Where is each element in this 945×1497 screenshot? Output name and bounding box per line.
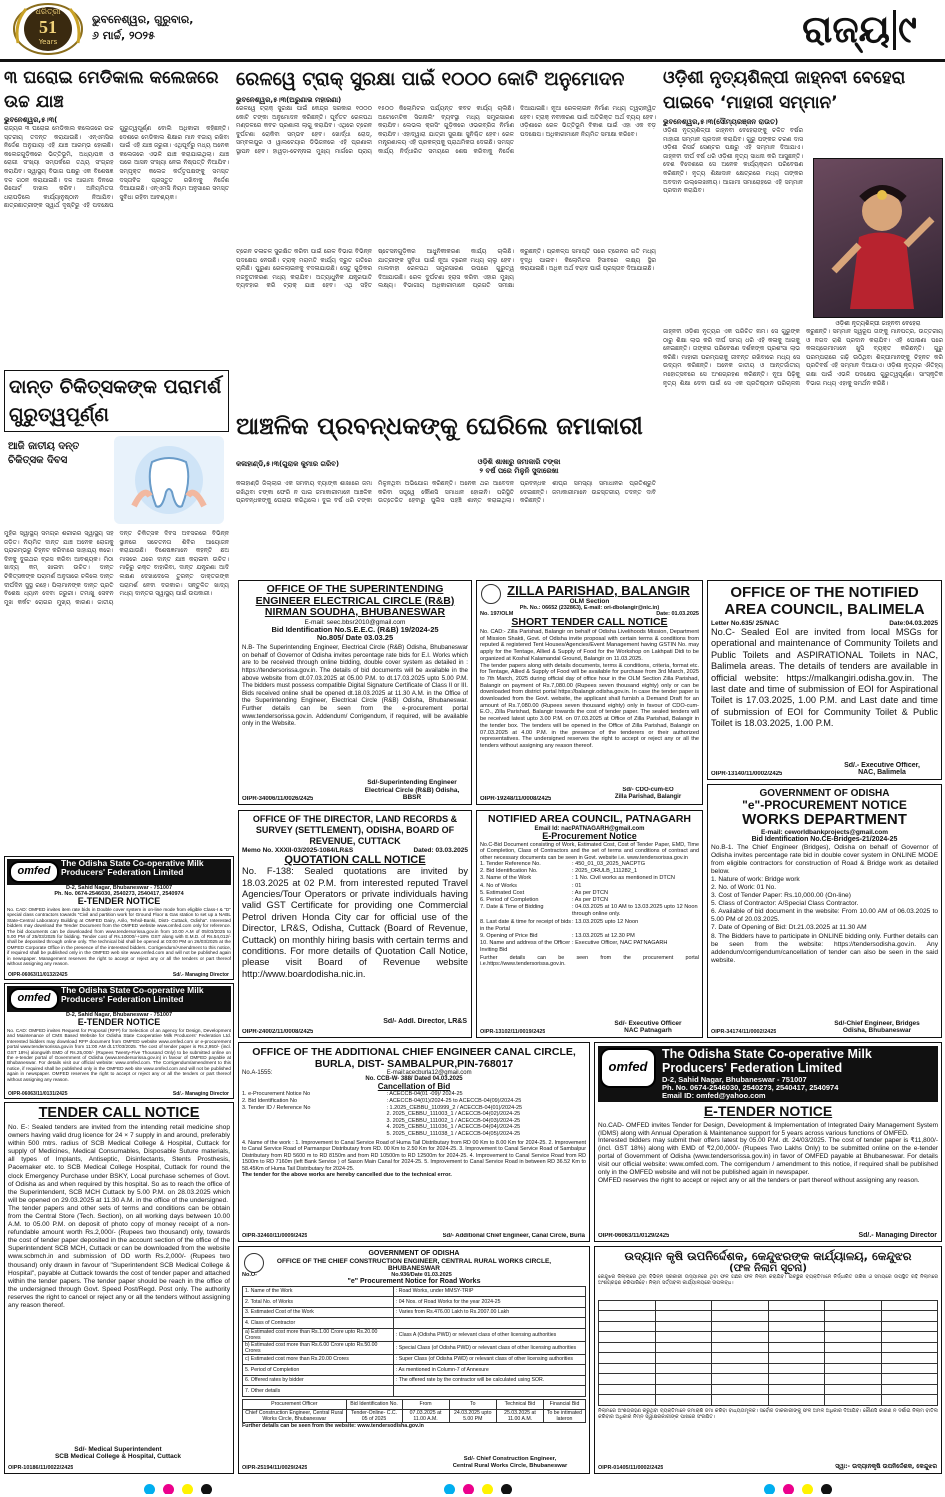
table-cell: 3. Estimated Cost of the Work: [243, 1307, 394, 1318]
detail-label: 5. Estimated Cost: [480, 889, 525, 896]
detail-value: 3. 2025_CEBBU_111002_1 / ACECCB-04(03)/2024-25: [386, 1117, 521, 1124]
table-row: [243, 1328, 586, 1341]
ad-omfed-2: [4, 983, 234, 1099]
table-cell: 7. Other details: [243, 1386, 394, 1397]
detail-row: [242, 1124, 586, 1131]
detail-label: 10. Name and address of the Officer Inviting Bid: [480, 940, 571, 954]
ad-oipr: OIPR-06063/11/0132/2425: [8, 972, 68, 978]
ad-email: E-mail: seec.bbsr2010@gmail.com: [304, 618, 406, 626]
ad-email: E-mail:acecburla12@gmail.com: [386, 1070, 472, 1076]
story-dateline: ଭୁବନେଶ୍ୱର,୫।୩(ଅରୁଣାଭ ମହାରଣା): [236, 96, 342, 104]
ad-title: NOTIFIED AREA COUNCIL, PATNAGARH: [488, 813, 691, 825]
dancer-photo-caption: ଓଡ଼ିଶୀ ନୃତ୍ୟଶିଳ୍ପୀ ଜାହ୍ନବୀ ବେହେରା: [835, 320, 921, 327]
detail-label: 1. Tender Reference No.: [480, 860, 541, 867]
ad-heading: "e" Procurement Notice for Road Works: [347, 1277, 481, 1285]
story-dental: [4, 370, 229, 780]
story-dateline: କଳାହାଣ୍ଡି,୫।୩(ଗୁରାକ କୁମାର ଗରିବ): [236, 460, 340, 468]
detail-label: [242, 1111, 386, 1118]
table-row: [243, 1375, 586, 1386]
auction-table: [598, 1300, 938, 1406]
ad-signature: Sd/-Chief Engineer, Bridges Odisha, Bhubaneswar: [834, 1019, 920, 1035]
ad-title: OFFICE OF THE NOTIFIED AREA COUNCIL, BALIMELA: [724, 584, 925, 618]
story-depositors: [236, 248, 656, 578]
ad-date: Date: 01.03.2025: [656, 611, 699, 618]
ad-scb-tender: [4, 1102, 234, 1474]
ad-nac-patnagarh: [476, 810, 703, 1038]
detail-label: 7. Date & Time of Bidding: [480, 904, 544, 911]
ad-signature: Sd/.- Managing Director: [858, 1232, 937, 1239]
odisha-emblem-icon: [244, 1253, 264, 1273]
ad-signature: Sd/- Additional Chief Engineer, Canal Circle, Burla: [442, 1233, 585, 1239]
tender-details-list: [480, 861, 699, 955]
detail-value: : 2025_ORULB_111282_1: [571, 868, 638, 875]
ad-no: No. 197/OLM: [480, 611, 514, 618]
ad-oipr: OIPR-13102/11/0019/2425: [480, 1029, 546, 1035]
schedule-cell: Tender-Online- C.C. 05 of 2025: [346, 1410, 402, 1423]
ad-body: No.CAD- OMFED invites Tender for Design, Development & Implementation of Integrated Dairy Management System (IDMS) along with Annual Operation & Maintenance support for 5 years across various functions of OMFED. Interested bidders may submit their offers latest by 05.00 P.M. dt. 24/03/2025. The cost of tender paper is ₹11,800/- (incl. GST 18%) along with EMD of ₹2,00,000/- (Rupees Two Lakhs Only) to be submitted online on the e-tender portal of Government of Odisha (www.tendersorissa.gov.in) in favor of OMFED payable at Bhubaneswar. For details visit our official website: www.omfed.com. The corrigendum / amendment to this notice, if required shall be published only in the OMFED website and will not be published again in newspaper. OMFED reserves the right to accept or reject any or all the tenders or part thereof without assigning any reason.: [598, 1121, 938, 1184]
detail-value: 2. 2025_CEBBU_111003_1 / ACECCB-04(02)/2024-25: [386, 1111, 521, 1118]
ad-oipr: OIPR-06063/11/0129/2425: [598, 1233, 670, 1239]
ad-footer: Further details can be seen from the procurement portal i.e.https://www.tendersorissa.gov.in.: [480, 954, 699, 967]
table-cell: 4. Class of Contractor: [243, 1318, 394, 1329]
registration-marks-3: [760, 1480, 880, 1494]
ad-date: Date:04.03.2025: [889, 620, 938, 627]
story-body-top: ଓଡ଼ିଶୀ ନୃତ୍ୟଶିଳ୍ପୀ ଜାହ୍ନବୀ ବେହେରାଙ୍କୁ ଚଳିତ ବର୍ଷର ମାହାରୀ ସମ୍ମାନ ପ୍ରଦାନ କରାଯିବ। ଗୁରୁ ପଙ୍କଜ ଚରଣ ଦାସ ଓଡ଼ିଶୀ ରିସର୍ଚ୍ଚ ସେଣ୍ଟର ପକ୍ଷରୁ ଏହି ସମ୍ମାନ ଦିଆଯାଏ। ଜାହ୍ନବୀ ଦୀର୍ଘ ବର୍ଷ ଧରି ଓଡ଼ିଶୀ ନୃତ୍ୟ ସାଧନା କରି ଆସୁଛନ୍ତି। ଦେଶ ବିଦେଶରେ ସେ ଅନେକ କାର୍ଯ୍ୟକ୍ରମ ପରିବେଷଣ କରିଛନ୍ତି। ନୃତ୍ୟ ଶିକ୍ଷାଦାନ କ୍ଷେତ୍ରରେ ମଧ୍ୟ ତାଙ୍କର ଅବଦାନ ଉଲ୍ଲେଖନୀୟ। ଆଗାମୀ ସମାରୋହରେ ଏହି ସମ୍ମାନ ପ୍ରଦାନ କରାଯିବ।: [663, 127, 803, 195]
detail-value: : 04.03.2025 at 10 AM to 13.03.2025 upto 12 Noon through online only.: [571, 904, 698, 918]
ad-signature: ସ୍ୱା:- ଉଦ୍ୟାନକୃଷି ଉପନିର୍ଦ୍ଦେଶକ, କେନ୍ଦୁଝର: [835, 1463, 937, 1470]
ad-oipr: OIPR-32460/11/0009/2425: [242, 1233, 308, 1239]
story-dancer: [663, 66, 943, 576]
ad-title: OFFICE OF THE DIRECTOR, LAND RECORDS & SURVEY (SETTLEMENT), ODISHA, BOARD OF REVENUE, CUTTACK: [252, 814, 458, 846]
ad-date: Dated: 03.03.2025: [413, 847, 468, 854]
ad-signature: Sd/- Medical Superintendent SCB Medical College & Hospital, Cuttack: [54, 1445, 182, 1461]
omfed-logo: omfed: [600, 1048, 656, 1088]
detail-label: 1. e-Procurement Notice No: [242, 1091, 311, 1098]
table-cell: 5. Period of Completion: [243, 1365, 394, 1376]
story-headline: ଓଡ଼ିଶୀ ନୃତ୍ୟଶିଳ୍ପୀ ଜାହ୍ନବୀ ବେହେରା ପାଇବେ ‘ମାହାରୀ ସମ୍ମାନ’: [663, 68, 906, 113]
ad-heading: E-Procurement Notice: [542, 831, 637, 842]
cyan-dot-icon: [444, 1484, 455, 1494]
ad-gov: GOVERNMENT OF ODISHA: [368, 1250, 460, 1257]
table-cell: [393, 1386, 585, 1397]
magenta-dot-icon: [163, 1484, 174, 1494]
odisha-emblem-icon: [481, 584, 501, 604]
ad-terms: ନିଲାମରେ ଅଂଶଗ୍ରହଣ କରୁଥିବା ବ୍ୟକ୍ତିମାନେ ଜମାରାଶି ଜମା କରିବା ବାଧ୍ୟତାମୂଳକ। ସର୍ବୋଚ୍ଚ ଡାକକାରୀଙ୍କୁ ଫଳ ଅମଳ ଅଧିକାର ଦିଆଯିବ। କୌଣସି କାରଣ ନ ଦର୍ଶାଇ ନିଲାମ ବାତିଲ କରିବାର ଅଧିକାର ନିମ୍ନ ସ୍ୱାକ୍ଷରକାରୀଙ୍କ ପାଖରେ ସଂରକ୍ଷିତ।: [598, 1407, 938, 1420]
ad-nac-balimela: [707, 580, 942, 780]
ad-oipr: OIPR-34174/11/0002/2425: [711, 1029, 777, 1035]
detail-label: 9. Opening of Price Bid: [480, 932, 538, 939]
detail-row: [480, 868, 699, 875]
ad-omfed-1: [4, 856, 234, 980]
table-cell: a) Estimated cost more than Rs.1.00 Crore upto Rs.20.00 Crores: [243, 1328, 394, 1341]
ad-heading: E-TENDER NOTICE: [703, 1103, 833, 1120]
table-cell: c) Estimated cost more than Rs.20.00 Crores: [243, 1354, 394, 1365]
ad-heading: E-TENDER NOTICE: [77, 896, 161, 907]
ad-oipr: OIPR-06063/11/0131/2425: [8, 1091, 68, 1097]
story-headline: ୩ ଘରୋଇ ମେଡିକାଲ କଲେଜରେ ଉଚ୍ଚ ଯାଞ୍ଚ: [4, 68, 219, 112]
ad-zp-balangir: [476, 580, 703, 805]
story-medical-college: [4, 66, 229, 366]
schedule-cell: To be intimated lateron: [543, 1410, 585, 1423]
ad-gov: GOVERNMENT OF ODISHA: [759, 788, 890, 799]
ad-dlrs: [238, 810, 472, 1038]
ad-body: No. CAD: OMFED invites item rate bids in Double cover system in on-line mode from eligible Class-I & "D" special class contractors towards "Civil and partition work for Ground Floor & Gas station to set up a NABL State-Central Laboratory Building at OMFED Dairy, Arilo, Tehsil-Banki, Distt- Cuttack, Odisha". Interested bidders may download the Tender Document from the OMFED website www.omfed.com only for reference. The bid documents can be downloaded from www.tendersorissa.gov.in from 10.00 A.M of 05/03/2025 to 5.00 PM of 25/03/2025 for bidding. Tender cost of Rs.10000/-+18% GST along with E.M.D. of Rs.54,012/- shall be deposited through online only. The technical bid shall be opened at 03:00 PM on 26/03/2025 at the OMFED Corporate Office in the presence of the interested bidders. Corrigendum/Amendment to this notice, if required shall be published only in the OMFED web site www.omfed.com and will not be published again in newspaper. Management reserves the right to accept or reject any or all the tenders or part thereof without assigning any reason.: [7, 906, 231, 967]
ad-omfed-3: [594, 1042, 942, 1242]
omfed-logo: omfed: [9, 861, 59, 883]
ad-title: The Odisha State Co-operative Milk Producers' Federation Limited: [61, 985, 204, 1005]
ad-body: No. F-138: Sealed quotations are invited by 18.03.2025 at 02 P.M. from interested reputed Travel Agencies/Tour Operators or private individuals having valid GST Certificate for providing one Commercial Petrol driven Honda City car for official use of the Director, LR&S, Odisha, Cuttack (Board of Revenue, Cuttack) on monthly hiring basis with certain terms and conditions. For more details of Quotation Call Notice, please visit Board of Revenue website http://www.boardodisha.nic.in.: [242, 866, 468, 979]
cyan-dot-icon: [764, 1484, 775, 1494]
ad-oipr: OIPR-13140/11/0002/2425: [711, 771, 783, 777]
detail-value: : 13.03.2025 at 12.30 PM: [571, 932, 635, 939]
ad-signature: Sd/- Addl. Director, LR&S: [383, 1018, 467, 1025]
ad-subtitle: NIRMAN SOUDHA, BHUBANESWAR: [264, 606, 446, 619]
table-cell: [393, 1318, 585, 1329]
ad-letter-no: Letter No.635/ 25/NAC: [711, 620, 779, 627]
ad-no-o: No.O-: [242, 1271, 257, 1278]
ad-title: OFFICE OF THE SUPERINTENDING ENGINEER ELECTRICAL CIRCLE (R&B): [255, 583, 455, 607]
ad-footer: Further details can be seen from the website: www.tendersodisha.gov.in: [242, 1423, 424, 1430]
ad-heading: E-TENDER NOTICE: [77, 1017, 161, 1028]
ad-title: ZILLA PARISHAD, BALANGIR: [507, 583, 690, 598]
ad-oipr: OIPR-25194/11/0029/2425: [242, 1465, 308, 1471]
magenta-dot-icon: [463, 1484, 474, 1494]
schedule-header-row: [243, 1399, 586, 1410]
detail-row: [242, 1118, 586, 1125]
detail-label: 8. Last date & time for receipt of bids in the Portal: [480, 918, 572, 932]
ad-body: No. CAD: OMFED invites Request for Proposal (RFP) for Selection of an agency for Design, Development and Maintenance of CMS Based Website for Odisha State Cooperative Milk Producers' Federation Ltd. Interested bidders may download RFP document from OMFED website www.omfed.com or e-procurement portal www.tendersorissa.gov.in from 11:00 AM dt.17/03/2025. The cost of tender paper is Rs.2,950/- (incl. GST 18%) alongwith EMD of Rs.25,000/- (Rupees Twenty-Five Thousand Only) to be submitted online on the e-tender portal of Government of Odisha (www.tendersorissa.gov.in) in favour of OMFED payable at Bhubaneswar. For details visit our official website: www.omfed.com. The Corrigendum/amendment to this notice, if required shall be published only in the OMFED web site www.omfed.com and will not be published again in newspaper. OMFED reserves the right to accept or reject any or all the tenders or part thereof without assigning any reason.: [7, 1027, 231, 1082]
tooth-illustration: [114, 436, 224, 524]
schedule-cell: Bid Identification No.: [346, 1399, 402, 1410]
story-dateline: ଭୁବନେଶ୍ୱର,୫।୩(: [4, 116, 58, 124]
detail-label: 4. No of Works: [480, 882, 517, 889]
detail-label: 6. Period of Completion: [480, 896, 539, 903]
ad-title: The Odisha State Co-operative Milk Producers' Federation Limited: [662, 1047, 872, 1075]
ad-subtitle: (ଫଳ ନିଲାମ ସୂଚନା): [729, 1262, 807, 1274]
detail-label: 2. Bid Identification No.: [480, 868, 538, 875]
table-row: [243, 1365, 586, 1376]
detail-value: : As per DTCN: [571, 896, 609, 903]
ad-bid-id: Bid Identification No.CE-Bridges-21/2024-25: [751, 835, 898, 843]
table-cell: b) Estimated cost more than Rs.6.00 Crore upto Rs.50.00 Crores: [243, 1341, 394, 1354]
detail-value: : 1 No. Civil works as mentioned in DTCN: [571, 875, 675, 882]
ad-oipr: OIPR-34006/11/0026/2425: [242, 796, 314, 802]
ad-bid-id: Bid Identification No.S.E.E.C. (R&B) 19/2024-25: [271, 624, 439, 634]
detail-label: [242, 1118, 386, 1125]
ad-body: N.B- The Superintending Engineer, Electrical Circle (R&B) Odisha, Bhubaneswar on behalf of Governor of Odisha invites percentage rate bids for E.I. Works which are to be received through online bidding, double cover system as detailed in : https://tendersorissa.gov.in. The details of bid documents will be available in the above website from dt.07.03.2025 at 05.00 P.M. to dt.17.03.2025 upto 5.00 P.M. The bidders must possess compatible Digital Signature Certificate of Class II or III. Bids received online shall be opened dt.18.03.2025 at 11.30 A.M. in the Office of the Superintending Engineer, Electrical Circle (R&B) Odisha, Bhubaneswar. Further details can be seen from the e-procurement portal www.tendersorissa.gov.in. Addendum/ Corrigendum, if required, will be available only in the Website.: [242, 644, 468, 728]
ad-intro: No.C-Bid Document consisting of Work, Estimated Cost, Cost of Tender Paper, EMD, Time of Completion, Class of Contractors and the set of terms and conditions of contract and other necessary documents can be seen in Govt. website i.e. www.tendersorissa.gov.in: [480, 842, 699, 861]
table-cell: : 04 Nos. of Road Works for the year 2024-25: [393, 1297, 585, 1308]
detail-row: [242, 1111, 586, 1118]
ad-dept: WORKS DEPARTMENT: [742, 811, 907, 829]
yellow-dot-icon: [482, 1484, 493, 1494]
ad-phone: Ph. No. 0674-2546030, 2540273, 2540417, 2540974: [54, 891, 184, 898]
table-row: [243, 1307, 586, 1318]
schedule-cell: From: [402, 1399, 449, 1410]
ad-signature: Sd/-Superintending Engineer Electrical Circle (R&B) Odisha, BBSR: [364, 779, 460, 802]
ad-email: Email ID: omfed@yahoo.com: [662, 1091, 766, 1100]
ad-title: The Odisha State Co-operative Milk Producers' Federation Limited: [61, 858, 204, 878]
ad-body: 4. Name of the work : 1. Improvement to Canal Service Road of Huma Tail Distributary from RD 00 Km to 8.00 Km for 2024-25. 2. Improvement to Canal Service Road of Parmanpur Distributary from RD. 00 Km to 2.50 Km for 2024-25. 3. Improvement to Canal Service Road of Sambalpur Distributary from RD 5600 m to RD 8150m and from RD 10500m to RD 12500m for 2024-25. 4. Improvement to Canal Service Road from RD 1500m to RD 7160m (left Bank Service ) of Sason Main Canal for 2024-25. 5. Improvement to Canal Service Road in between RD 36.52 Km to 58.45Km of Huma Tail Distributary for 2024-25.: [242, 1139, 586, 1172]
detail-label: 2. Bid Identification No: [242, 1097, 298, 1104]
ad-no: No.936/Date 01.03.2025: [391, 1271, 452, 1278]
detail-value: 4. 2025_CEBBU_111036_1 / ACECCB-04(04)/2024-25: [386, 1124, 521, 1131]
registration-marks: [140, 1480, 260, 1494]
ad-phone: Ph. No.: 06652 (232863), E-mail: ori-dbolangir@nic.in): [519, 605, 660, 612]
dental-kicker: ଆଜି ଜାତୀୟ ଦନ୍ତ ଚିକିତ୍ସକ ଦିବସ: [8, 441, 80, 466]
detail-value: 5. 2025_CEBBU_111038_1 / ACECCB-04(05)/2024-25: [386, 1130, 521, 1137]
omfed-logo: omfed: [9, 988, 59, 1010]
tooth-icon: [114, 436, 224, 524]
ad-signature: Sd/.- Managing Director: [172, 1091, 229, 1097]
detail-value: : 450_01_03_2025_NACPTG: [571, 860, 646, 867]
table-row: [243, 1318, 586, 1329]
anniversary-badge: [8, 3, 88, 55]
page-number: ୯: [898, 7, 917, 51]
detail-value: : 01: [571, 882, 582, 889]
section-title: ରାଜ୍ୟ: [802, 7, 890, 51]
story-headline: ଆଞ୍ଚଳିକ ପ୍ରବନ୍ଧକଙ୍କୁ ଘେରିଲେ ଜମାକାରୀ: [236, 412, 643, 440]
tender-reference-list: [242, 1091, 586, 1137]
yellow-dot-icon: [802, 1484, 813, 1494]
ad-address: D-2, Sahid Nagar, Bhubaneswar - 751007: [65, 1012, 173, 1018]
detail-row: [480, 933, 699, 940]
schedule-cell: 07.03.2025 at 11.00 A.M.: [402, 1410, 449, 1423]
detail-label: 3. Tender ID / Reference No: [242, 1104, 311, 1111]
detail-row: [242, 1098, 586, 1105]
schedule-table: [242, 1399, 586, 1424]
detail-row: [480, 875, 699, 882]
table-row: [243, 1286, 586, 1297]
ad-body: No. E-: Sealed tenders are invited from the intending retail medicine shop owners having valid drug licence for 24 × 7 supply in and around, preferably within 500 mtrs. radius of SCB Medical College & Hospital, Cuttack for supply of Medicines, Medical Consumables, Disposable Suture materials, all types of Implants, Antiseptic, Disinfectants, Stents Prosthesis, Pacemaker etc. to SCB Medical College Hospital, Cuttack for round the clock Emergency Purchase under BSKY, Local purchase schemes of Govt. of Odisha as and when required by this hospital. So as to reach the office of the Superintendent, SCB MCH Cuttack by 5.00 P.M. on 28.03.2025 which will be opened on 29.03.2025 at 11.30 A.M. in the office of the undersigned. The tender papers and other sets of terms and conditions can be obtain from the Central Store (Tech. Section), on all working days between 10.00 A.M. to 05.00 P.M. on deposit of photo copy of money receipt of a non-refundable amount worth Rs.2,000/- (Rupees two thousand) only, towards the cost of tender paper deposited in the account section of the office of the Superintendent SCB MCH, Cuttack or can be downloaded from the website www.scbmch.in and submission of DD worth Rs.2,000/- (Rupees two thousand) only drawn in favour of "Superintendent SCB Medical College & Hospital", payable at Cuttack towards the cost of tender paper and attached within the tender papers. The tender paper should be reach in the office of the undersigned through Govt. Speed Post/Regd. Post only. The authority reserves the right to cancel or reject any or all the tenders without assigning any reason thereof.: [8, 1123, 230, 1309]
ad-notice-no: No.805/ Date 03.03.25: [316, 633, 394, 643]
ad-heading: QUOTATION CALL NOTICE: [284, 854, 426, 866]
ad-signature: Sd/.- Executive Officer, NAC, Balimela: [844, 761, 920, 777]
story-headline: ଦାନ୍ତ ଚିକିତ୍ସକଙ୍କ ପରାମର୍ଶ ଗୁରୁତ୍ୱପୂର୍ଣ୍ଣ: [4, 370, 229, 432]
detail-row: [480, 919, 699, 933]
table-cell: 2. Total No. of Works: [243, 1297, 394, 1308]
anniversary-label: ଧରିତ୍ରୀ: [35, 7, 61, 16]
ad-signature: Sd/.- Managing Director: [172, 972, 229, 978]
ad-heading: "e"-PROCUREMENT NOTICE: [742, 798, 907, 812]
ad-no: No.A-1555:: [242, 1070, 273, 1076]
table-cell: : Road Works, under MMSY-TRIP: [393, 1286, 585, 1297]
ad-title: OFFICE OF THE ADDITIONAL CHIEF ENGINEER CANAL CIRCLE, BURLA, DIST- SAMBALPUR,PIN-768017: [252, 1046, 576, 1070]
story-headline: ରେଳୱେ ଟ୍ରାକ୍ ସୁରକ୍ଷା ପାଇଁ ୧୦୦୦ କୋଟି ଅନୁମୋଦନ: [236, 69, 625, 90]
ad-se-electrical: [238, 580, 472, 805]
ad-email: Email Id: nacPATNAGARH@gmail.com: [534, 825, 645, 832]
ad-bid-no: No. CCB-W- 388/ Dated 04.03.2025: [365, 1076, 463, 1082]
table-row: [243, 1386, 586, 1397]
table-cell: : Class A (Odisha PWD) or relevant class of other licensing authorities: [393, 1328, 585, 1341]
story-kicker: ଓଡ଼ିଶି ଶାଖାରୁ ଜମାକାରି ଟଙ୍କା ୨ ବର୍ଷ ପରେ ମିଳୁନି ସୁଦାରେଖା: [477, 458, 561, 475]
story-dateline: ଭୁବନେଶ୍ୱର,୫।୩(ସୌମ୍ୟରଞ୍ଜନ ରାଉତ): [663, 118, 779, 126]
black-dot-icon: [501, 1484, 512, 1494]
ad-intro: କେନ୍ଦୁଝର ଜିଲ୍ଲାରେ ଥିବା ବିଭିନ୍ନ ସରକାରୀ ଉଦ୍ୟାନରେ ଥିବା ଫଳ ଗଛର ଫଳ ନିଲାମ କରାଯିବ। ଇଚ୍ଛୁକ ବ୍ୟକ୍ତିମାନେ ନିର୍ଦ୍ଧାରିତ ତାରିଖ ଓ ସମୟରେ ଉପସ୍ଥିତ ରହି ନିଲାମରେ ଅଂଶଗ୍ରହଣ କରିପାରିବେ। ନିଲାମ ସର୍ତ୍ତାବଳୀ କାର୍ଯ୍ୟାଳୟରେ ଉପଲବ୍ଧ।: [598, 1273, 938, 1286]
ad-phone: Ph. No. 0674-2546030, 2540273, 2540417, 2540974: [662, 1082, 839, 1092]
table-cell: : The offered rate by the contractor will be calculated using SOR.: [393, 1375, 585, 1386]
story-railway: [236, 66, 656, 244]
schedule-cell: Chief Construction Engineer, Central Rural Works Circle, Bhubaneswar: [243, 1410, 347, 1423]
ad-horticulture: [594, 1246, 942, 1474]
ad-email: E-mail: ceworldbankprojects@gmail.com: [761, 828, 888, 836]
detail-row: [480, 940, 699, 954]
ad-signature: Sd/- Executive Officer NAC Patnagarh: [614, 1019, 682, 1035]
anniversary-years-label: Years: [38, 38, 58, 46]
detail-value: : ACECCB-04(01 -09)/ 2024-25: [386, 1091, 463, 1098]
ad-heading: SHORT TENDER CALL NOTICE: [511, 616, 668, 629]
schedule-cell: Technical Bid: [496, 1399, 543, 1410]
work-details-table: [242, 1286, 586, 1397]
dateline: ଭୁବନେଶ୍ୱର, ଗୁରୁବାର, ୬ ମାର୍ଚ୍ଚ, ୨୦୨୫: [92, 13, 194, 42]
table-cell: 1. Name of the Work: [243, 1286, 394, 1297]
black-dot-icon: [201, 1484, 212, 1494]
detail-value: : ACECCB-04(01)/2024-25 to ACECCB-04(09)/2024-25: [386, 1097, 522, 1104]
ad-signature: Sd/- CDO-cum-EO Zilla Parishad, Balangir: [614, 786, 682, 801]
detail-row: [242, 1105, 586, 1112]
table-row: [243, 1354, 586, 1365]
table-cell: : As mentioned in Column-7 of Annexure: [393, 1365, 585, 1376]
ad-title: ଉଦ୍ୟାନ କୃଷି ଉପନିର୍ଦ୍ଦେଶକ, କେନ୍ଦୁଝରଙ୍କ କାର୍ଯ୍ୟାଳୟ, କେନ୍ଦୁଝର: [624, 1249, 912, 1263]
story-body: ରାଜ୍ୟର ୩ ଘରୋଇ ମେଡିକାଲ କଲେଜରେ ଉଚ୍ଚ ସ୍ତରୀୟ ତଦନ୍ତ କରାଯାଉଛି। ଏନ୍ଏମସିର ନିର୍ଦ୍ଦେଶ ଅନୁଯାୟୀ ଏହି ଯାଞ୍ଚ ଆରମ୍ଭ ହୋଇଛି। କଲେଜଗୁଡ଼ିକରେ ଭିତ୍ତିଭୂମି, ଅଧ୍ୟାପକ ଓ ରୋଗୀ ସଂଖ୍ୟା ସମ୍ପର୍କରେ ତଥ୍ୟ ସଂଗ୍ରହ କରାଯିବ। ସ୍ୱାସ୍ଥ୍ୟ ବିଭାଗ ପକ୍ଷରୁ ଏକ ବିଶେଷଜ୍ଞ ଦଳ ଗଠନ କରାଯାଇଛି। ଦଳ ଆଗାମୀ ଦିନରେ ରିପୋର୍ଟ ଦାଖଲ କରିବ। ଅନିୟମିତତା ଧରାପଡ଼ିଲେ କାର୍ଯ୍ୟାନୁଷ୍ଠାନ ନିଆଯିବ। ଛାତ୍ରଛାତ୍ରୀଙ୍କ ସ୍ୱାର୍ଥ ଦୃଷ୍ଟିରୁ ଏହି ପଦକ୍ଷେପ ଗୁରୁତ୍ୱପୂର୍ଣ୍ଣ ବୋଲି ଅଧିକାରୀ କହିଛନ୍ତି। ଦେଶରେ ମେଡିକାଲ ଶିକ୍ଷାର ମାନ ବଜାୟ ରଖିବା ପାଇଁ ଏହି ଯାଞ୍ଚ ଜରୁରୀ। ଏଥିପୂର୍ବରୁ ମଧ୍ୟ ଅନେକ କଲେଜରେ ଏଭଳି ଯାଞ୍ଚ କରାଯାଇଥିଲା। ଯାଞ୍ଚ ପରେ ଆସନ ସଂଖ୍ୟା ନେଇ ନିଷ୍ପତ୍ତି ନିଆଯିବ। ସମ୍ପୃକ୍ତ କଲେଜ କର୍ତ୍ତୃପକ୍ଷଙ୍କୁ ସମସ୍ତ ଦସ୍ତାବିଜ ପ୍ରସ୍ତୁତ ରଖିବାକୁ ନିର୍ଦ୍ଦେଶ ଦିଆଯାଇଛି। ଏନ୍ଏମସି ନିୟମ ଅନୁସାରେ ସମସ୍ତ ସୁବିଧା ରହିବା ଆବଶ୍ୟକ।: [4, 125, 229, 210]
story-body-2: କଳାହାଣ୍ଡି ଜିଲ୍ଲାର ଏକ ସମବାୟ ବ୍ୟାଙ୍କ ଶାଖାରେ ଜମା ରଖିଥିବା ଟଙ୍କା ଫେରି ନ ପାଇ ଜମାକାରୀମାନେ ଆଞ୍ଚଳିକ ପ୍ରବନ୍ଧକଙ୍କୁ ଘେରାଉ କରିଥିଲେ। ଦୁଇ ବର୍ଷ ଧରି ଟଙ୍କା ମିଳୁନଥିବା ଅଭିଯୋଗ କରିଛନ୍ତି। ଅନେକ ଥର ଆବେଦନ କରିବା ସତ୍ତ୍ୱେ କୌଣସି ସମାଧାନ ହୋଇନି। ପରିସ୍ଥିତି ଉତ୍ତେଜିତ ହେବାରୁ ପୁଲିସ ପହଞ୍ଚି ଶାନ୍ତ କରାଇଥିଲା। ପ୍ରବନ୍ଧକ ଶୀଘ୍ର ସମସ୍ୟା ସମାଧାନର ପ୍ରତିଶ୍ରୁତି ଦେଇଛନ୍ତି। ଜମାକାରୀମାନେ ଉଚ୍ଚସ୍ତରୀୟ ତଦନ୍ତ ଦାବି କରିଛନ୍ତି।: [236, 480, 656, 505]
ad-office: OFFICE OF THE CHIEF CONSTRUCTION ENGINEER, CENTRAL RURAL WORKS CIRCLE, BHUBANESWAR: [276, 1257, 552, 1272]
table-cell: : Varies from Rs.476.00 Lakh to Rs.2007.00 Lakh: [393, 1307, 585, 1318]
ad-oipr: OIPR-01405/11/0002/2425: [598, 1465, 664, 1471]
detail-row: [480, 904, 699, 918]
ad-oipr: OIPR-24002/11/0008/2425: [242, 1029, 314, 1035]
table-cell: : Special Class (of Odisha PWD) or relevant class of other licensing authorities: [393, 1341, 585, 1354]
table-row: [243, 1297, 586, 1308]
ad-body: No.B-1. The Chief Engineer (Bridges), Odisha on behalf of Governor of Odisha invites percentage rate bid in double cover system in ONLINE MODE from eligible contractors for construction of Road & Bridge work as detailed below. 1. Nature of work: Bridge work 2. No. of Work: 01 No. 3. Cost of Tender Paper: Rs.10,000.00 (On-line) 5. Class of Contractor: A/Special Class Contractor. 6. Available of bid document in the website: From 10.00 AM of 06.03.2025 to 5.00 PM of 20.03.2025. 7. Date of Opening of Bid: Dt.21.03.2025 at 11.30 AM 8. The Bidders have to participate in ONLINE bidding only. Further details can be seen from the website: https://tendersodisha.gov.in. Any addendum/corrigendum/cancellation of tender can also be seen in the said website.: [711, 843, 938, 964]
detail-label: 3. Name of the Work: [480, 875, 532, 882]
table-row: [243, 1341, 586, 1354]
dancer-figure-icon: [814, 159, 943, 318]
anniversary-years: 51: [39, 17, 57, 37]
ad-address: D-2, Sahid Nagar, Bhubaneswar - 751007: [65, 885, 173, 891]
detail-value: : 1.2025_CEBBU_110999_2 / ACECCB-04(01)/2024-25: [386, 1104, 523, 1111]
table-cell: 6. Offered rates by bidder: [243, 1375, 394, 1386]
schedule-cell: 25.03.2025 at 11.00 A.M.: [496, 1410, 543, 1423]
masthead: [0, 0, 945, 62]
cyan-dot-icon: [144, 1484, 155, 1494]
ad-signature: Sd/- Chief Construction Engineer, Central Rural Works Circle, Bhubaneswar: [452, 1455, 568, 1470]
detail-label: [242, 1131, 386, 1138]
ad-address: D-2, Sahid Nagar, Bhubaneswar - 751007: [662, 1074, 807, 1084]
ad-oipr: OIPR-19248/11/0008/2425: [480, 796, 552, 802]
story-body: ଟ୍ରେନ ଚଳାଚଳ ସୁରକ୍ଷିତ କରିବା ପାଇଁ ରେଳ ବିଭାଗ ବିଭିନ୍ନ ପଦକ୍ଷେପ ନେଉଛି। ଟ୍ରାକ୍ ମରାମତି କାର୍ଯ୍ୟ ଦ୍ରୁତ ଗତିରେ ଚାଲିଛି। ପୁରୁଣା ରେଳଲାଇନକୁ ବଦଳାଯାଉଛି। ସେତୁ ଗୁଡ଼ିକର ମଜବୁତୀକରଣ ମଧ୍ୟ କରାଯିବ। ଅତ୍ୟାଧୁନିକ ଯନ୍ତ୍ରପାତି ବ୍ୟବହାର କରି ଟ୍ରାକ୍ ଯାଞ୍ଚ ହେବ। ଏଥି ସହିତ ଷ୍ଟେସନଗୁଡ଼ିକର ଆଧୁନିକୀକରଣ କାର୍ଯ୍ୟ ଚାଲିଛି। ଯାତ୍ରୀଙ୍କ ସୁବିଧା ପାଇଁ ନୂଆ ଟ୍ରେନ ମଧ୍ୟ ଚାଲୁ ହେବ। ମାଲବାହୀ ରେଳପଥ ସମ୍ପ୍ରସାରଣ ଉପରେ ଗୁରୁତ୍ୱ ଦିଆଯାଉଛି। ରେଳ ଦୁର୍ଘଟଣା ହ୍ରାସ କରିବା ଏହାର ମୁଖ୍ୟ ଲକ୍ଷ୍ୟ। ବିଭାଗୀୟ ଅଧିକାରୀମାନେ ପ୍ରଗତି ସମୀକ୍ଷା କରୁଛନ୍ତି। ପ୍ରକଳ୍ପ ସମାପ୍ତି ପରେ ଟ୍ରେନର ଗତି ମଧ୍ୟ ବୃଦ୍ଧି ପାଇବ। କିଲୋମିଟର ହିସାବରେ ଲକ୍ଷ୍ୟ ସ୍ଥିର କରାଯାଇଛି। ଅଧିକ ଅର୍ଥ ବରାଦ ପାଇଁ ପ୍ରସ୍ତାବ ଦିଆଯାଇଛି।: [236, 248, 656, 290]
detail-row: [480, 890, 699, 897]
story-body: ମୁହଁର ସ୍ୱାସ୍ଥ୍ୟ ସମଗ୍ର ଶରୀରର ସ୍ୱାସ୍ଥ୍ୟ ସହ ଜଡ଼ିତ। ନିୟମିତ ଦାନ୍ତ ଯାଞ୍ଚ ଅନେକ ରୋଗକୁ ପ୍ରାରମ୍ଭରୁ ଚିହ୍ନଟ କରିବାରେ ସାହାଯ୍ୟ କରେ। ଦିନକୁ ଦୁଇଥର ବ୍ରସ କରିବା ଆବଶ୍ୟକ। ମିଠା ଖାଦ୍ୟ କମ୍ ଖାଇବା ଉଚିତ। ଦାନ୍ତ ଚିକିତ୍ସକଙ୍କ ପରାମର୍ଶ ଅନୁସାରେ ଚଳିଲେ ଦାନ୍ତ ଦୀର୍ଘଦିନ ସୁସ୍ଥ ରହେ। ପିଲାମାନଙ୍କ ଦାନ୍ତ ପ୍ରତି ବିଶେଷ ଧ୍ୟାନ ଦେବା ଜରୁରୀ। ତମାଖୁ ସେବନ ମୁଖ କର୍କଟ ରୋଗର ମୁଖ୍ୟ କାରଣ। ଜାତୀୟ ଦନ୍ତ ଚିକିତ୍ସକ ଦିବସ ଅବସରରେ ବିଭିନ୍ନ ସ୍ଥାନରେ ସଚେତନତା ଶିବିର ଆୟୋଜନ କରାଯାଉଛି। ବିଶେଷଜ୍ଞମାନେ କହନ୍ତି ଛଅ ମାସରେ ଥରେ ଦାନ୍ତ ଯାଞ୍ଚ କରାଇବା ଉଚିତ। ମାଢ଼ିରୁ ରକ୍ତ ବାହାରିବା, ଦାନ୍ତ ଯନ୍ତ୍ରଣା ଆଦି ଲକ୍ଷଣ ଦେଖାଦେଲେ ତୁରନ୍ତ ଡାକ୍ତରଙ୍କ ପରାମର୍ଶ ନେବା ଦରକାର। ସନ୍ତୁଳିତ ଖାଦ୍ୟ ମଧ୍ୟ ଦାନ୍ତର ସ୍ୱାସ୍ଥ୍ୟ ପାଇଁ ଉପକାରୀ।: [4, 530, 229, 606]
schedule-row: [243, 1410, 586, 1423]
ad-works-department: [707, 784, 942, 1038]
story-body: ରେଳୱେ ଟ୍ରାକ୍ ସୁରକ୍ଷା ପାଇଁ କେନ୍ଦ୍ର ସରକାର ୧୦୦୦ କୋଟି ଟଙ୍କା ଅନୁମୋଦନ କରିଛନ୍ତି। ପୂର୍ବତଟ ରେଳପଥ ମଣ୍ଡଳରେ କବଚ ପ୍ରଣାଳୀ ଲାଗୁ କରାଯିବ। ଏଥିରେ ଟ୍ରେନ ଦୁର୍ଘଟଣା ରୋକିବା ସମ୍ଭବ ହେବ। ଖୋର୍ଦ୍ଧା ରୋଡ୍, ସମ୍ବଲପୁର ଓ ୱାଲଟେୟାର ଡିଭିଜନରେ ଏହି ପ୍ରଣାଳୀ ସ୍ଥାପନ ହେବ। ହାୱଡ଼ା-ଚେନ୍ନାଇ ମୁଖ୍ୟ ମାର୍ଗରେ ପ୍ରାୟ ୧୫୦୦ କିଲୋମିଟର ପର୍ଯ୍ୟନ୍ତ କବଚ କାର୍ଯ୍ୟ ଚାଲିଛି। ଅଟୋମେଟିକ ସିଗନାଲିଂ ବ୍ୟବସ୍ଥା ମଧ୍ୟ ସମ୍ପ୍ରସାରଣ କରାଯିବ। ଲେଭଲ କ୍ରସିଂ ଗୁଡ଼ିକରେ ଓଭରବ୍ରିଜ ନିର୍ମାଣ କରାଯିବ। ଏହାଦ୍ୱାରା ଯାତ୍ରୀ ସୁରକ୍ଷା ସୁନିଶ୍ଚିତ ହେବ। ରେଳ ମନ୍ତ୍ରଣାଳୟ ଏହି ପ୍ରକଳ୍ପକୁ ପ୍ରାଥମିକତା ଦେଇଛି। ସମସ୍ତ କାର୍ଯ୍ୟ ନିର୍ଦ୍ଧାରିତ ସମୟରେ ଶେଷ କରିବାକୁ ନିର୍ଦ୍ଦେଶ ଦିଆଯାଇଛି। ନୂଆ ରେଳଲାଇନ ନିର୍ମାଣ ମଧ୍ୟ ତ୍ୱରାନ୍ୱିତ ହେବ। ଟ୍ରାକ୍ ନବୀକରଣ ପାଇଁ ଅତିରିକ୍ତ ଅର୍ଥ ବ୍ୟୟ ହେବ। ଓଡ଼ିଶାରେ ରେଳ ଭିତ୍ତିଭୂମି ବିକାଶ ପାଇଁ ଏହା ଏକ ବଡ଼ ପଦକ୍ଷେପ। ଅଧିକାରୀମାନେ ନିୟମିତ ସମୀକ୍ଷା କରିବେ।: [236, 105, 656, 155]
ad-cancel-note: The tender for the above works are hereby cancelled due to the technical error.: [242, 1172, 452, 1179]
section-divider: [893, 10, 896, 50]
dancer-photo: [813, 158, 943, 318]
ad-body: No. CAD:- Zilla Parishad, Balangir on behalf of Odisha Livelihoods Mission, Department of Mission Shakti, Govt. of Odisha invite proposal with certain terms & conditions from reputed & registered Tent Houses/Agencies/Event Management having GSTIN No. may apply for the Tentage, Allied & Supply of Food for the Workshop on Lakhpati Didi to be organized at Koshal Kalamandal Ground, Balangir on 11.03.2025. The tender papers along with details documents, terms & conditions, criteria, format etc. for Tentage, Allied & Supply of Food will be available for purchase from 3rd March, 2025 to 7th March, 2025 during official day of office hour in the OLM Section Zilla Parishad, Balangir on payment of Rs.7,080.00 (Rupees seven thousand eighty) only or can be downloaded from district portal https://balangir.odisha.gov.in. In case the tender paper is downloaded from the Govt. website, the applicant shall furnish a Demand Draft for an amount of Rs.7,080.00 (Rupees seven thousand eighty) only in favour of CDO-cum-E.O., Zilla Parishad, Balangir towards the cost of tender paper. The sealed tenders will be received latest upto 3.00 P.M. on 07.03.2025 at Office of Zilla Parishad, Balangir in the tender box. The tenders will be opened in the Office of Zilla Parishad, Balangir on 07.03.2025 at 4.00 P.M. in the presence of the tenderers or their authorized representatives. The undersigned reserves the right to accept or reject any or all the tenders without assigning any reason thereof.: [480, 629, 699, 749]
ad-oipr: OIPR-10186/11/0022/2425: [8, 1465, 74, 1471]
ad-heading: TENDER CALL NOTICE: [38, 1105, 200, 1121]
ad-body: No.C- Sealed EoI are invited from local MSGs for operational and maintenance of Community Toilets and Public Toilets and ASPIRATIONAL Toilets in NAC, Balimela areas. The details of tenders are available in official website: https://malkangiri.odisha.gov.in. The last date and time of submission of EOI for Aspirational Toilet is 17.03.2025, 1.00 P.M. and Last date and time of submission of EOI for Community Toilet & Public Toilet is 18.03.2025, 1.00 P.M.: [711, 627, 938, 729]
ad-rural-works: [238, 1246, 590, 1474]
detail-row: [242, 1131, 586, 1138]
detail-row: [242, 1091, 586, 1098]
detail-row: [480, 861, 699, 868]
story-body-bottom: ଜାହ୍ନବୀ ଓଡ଼ିଶୀ ନୃତ୍ୟର ଏକ ପରିଚିତ ନାମ। ସେ ଗୁରୁଙ୍କ ଠାରୁ ଶିକ୍ଷା ଲାଭ କରି ଦୀର୍ଘ ସମୟ ଧରି ଏହି କଳାକୁ ଆଗକୁ ନେଇଛନ୍ତି। ତାଙ୍କର ପରିବେଷଣ ଦର୍ଶକଙ୍କ ପ୍ରଶଂସା ଲାଭ କରିଛି। ମାହାରୀ ପରମ୍ପରାକୁ ଜୀବନ୍ତ ରଖିବାରେ ମଧ୍ୟ ସେ ଉଦ୍ୟମ କରିଛନ୍ତି। ଅନେକ ଜାତୀୟ ଓ ଆନ୍ତର୍ଜାତୀୟ ମହୋତ୍ସବରେ ସେ ଅଂଶଗ୍ରହଣ କରିଛନ୍ତି। ନୂଆ ପିଢ଼ିକୁ ନୃତ୍ୟ ଶିକ୍ଷା ଦେବା ପାଇଁ ସେ ଏକ ପ୍ରତିଷ୍ଠାନ ପରିଚାଳନା କରୁଛନ୍ତି। ସମ୍ମାନ ସ୍ୱରୂପ ତାଙ୍କୁ ମାନପତ୍ର, ଉତ୍ତରୀୟ ଓ ନଗଦ ରାଶି ପ୍ରଦାନ କରାଯିବ। ଏହି ଘୋଷଣା ପରେ କଳାପ୍ରେମୀମାନେ ଖୁସି ବ୍ୟକ୍ତ କରିଛନ୍ତି। ଗୁରୁ ପରମ୍ପରାରେ ଗଢ଼ି ଉଠିଥିବା ଶିଳ୍ପୀମାନଙ୍କୁ ଚିହ୍ନଟ କରି ପ୍ରତିବର୍ଷ ଏହି ସମ୍ମାନ ଦିଆଯାଏ। ଓଡ଼ିଶୀ ନୃତ୍ୟର ଐତିହ୍ୟ ରକ୍ଷା ପାଇଁ ଏଭଳି ପଦକ୍ଷେପ ଗୁରୁତ୍ୱପୂର୍ଣ୍ଣ। ସାଂସ୍କୃତିକ ବିଭାଗ ମଧ୍ୟ ଏହାକୁ ସମର୍ଥନ କରିଛି।: [663, 328, 943, 387]
yellow-dot-icon: [182, 1484, 193, 1494]
ad-ace-burla: [238, 1042, 590, 1242]
table-cell: : Super Class (of Odisha PWD) or relevant class of other licensing authorities: [393, 1354, 585, 1365]
detail-value: : Executive Officer, NAC PATNAGARH: [571, 940, 668, 947]
ad-section: OLM Section: [569, 598, 610, 606]
black-dot-icon: [821, 1484, 832, 1494]
registration-marks-2: [440, 1480, 560, 1494]
ad-memo: Memo No. XXXII-03/2025-1084/LR&S: [242, 847, 354, 854]
detail-row: [480, 883, 699, 890]
magenta-dot-icon: [783, 1484, 794, 1494]
ad-heading: Cancellation of Bid: [377, 1081, 451, 1091]
schedule-cell: Financial Bid: [543, 1399, 585, 1410]
schedule-cell: 24.03.2025 upto 5.00 PM: [449, 1410, 496, 1423]
detail-value: : As per DTCN: [571, 889, 609, 896]
detail-value: : 13.03.2025 upto 12 Noon: [571, 918, 639, 925]
detail-row: [480, 897, 699, 904]
schedule-cell: To: [449, 1399, 496, 1410]
detail-label: [242, 1124, 386, 1131]
schedule-cell: Procurement Officer: [243, 1399, 347, 1410]
